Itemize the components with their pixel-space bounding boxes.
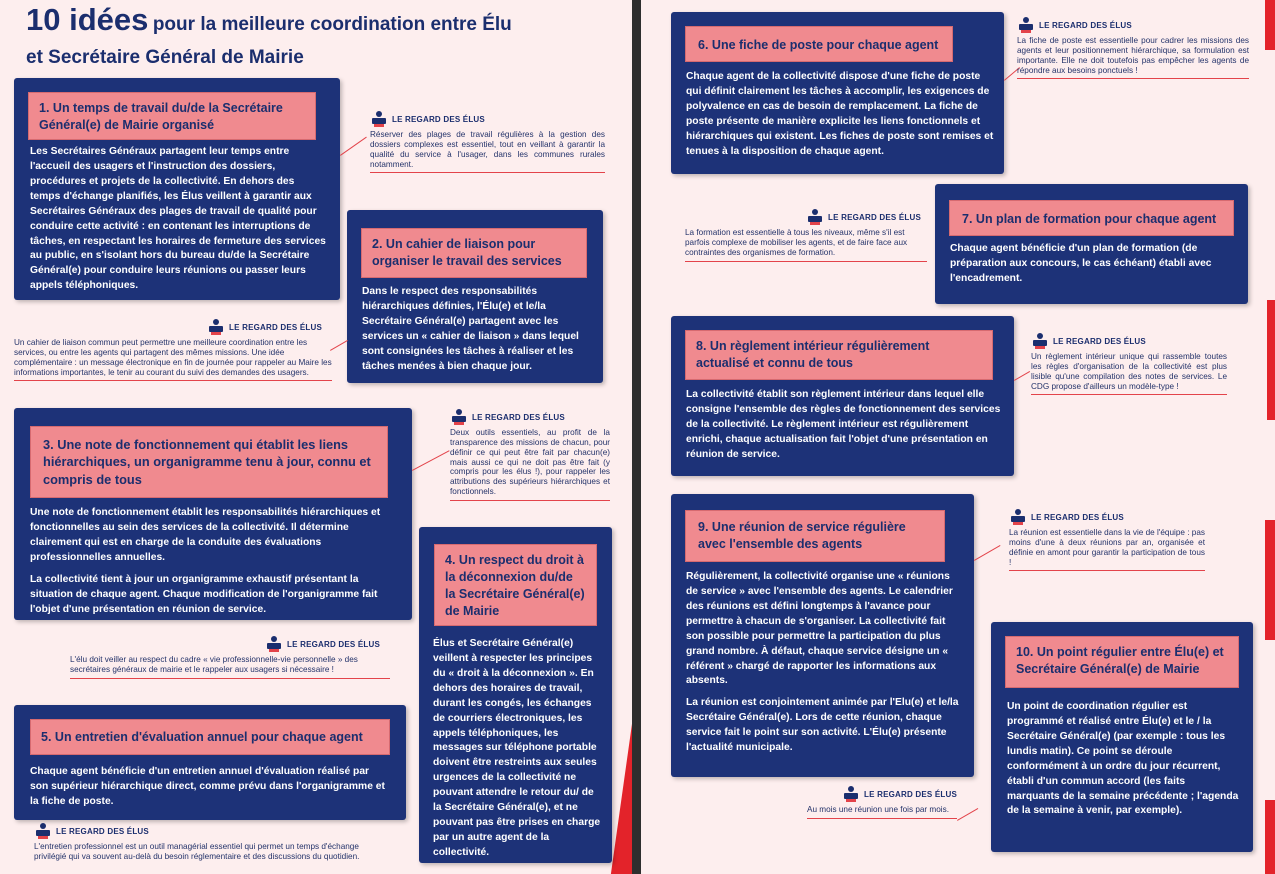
- note-2-text: Un cahier de liaison commun peut permettre une meilleure coordination entre les services, ou entre les agents qui partagent des mêmes missions. Une idée complémentaire : un message électronique en fin de journée pour rappeler au Maire les informations importantes, le tenir au courant du suivi des demandes des usagers.: [14, 338, 332, 381]
- elected-official-icon: [1031, 332, 1049, 350]
- idea-card-8: [671, 316, 1014, 476]
- note-6-text: La fiche de poste est essentielle pour cadrer les missions des agents et leur positionnement hiérarchique, sa formulation est importante. Elle ne doit toutefois pas empêcher les agents de répondre aux besoins ponctuels !: [1017, 36, 1249, 79]
- note-9-connector: [974, 545, 1000, 561]
- right-page: [641, 0, 1275, 874]
- idea-card-7: [935, 184, 1248, 304]
- note-9b-text: Au mois une réunion une fois par mois.: [807, 805, 957, 819]
- idea-card-9: [671, 494, 974, 777]
- title-line2: et Secrétaire Général de Mairie: [26, 47, 304, 68]
- red-corner-decoration: [1265, 800, 1275, 874]
- note-4-text: L'élu doit veiller au respect du cadre « vie professionnelle-vie personnelle » des secrétaires généraux de mairie et le rappeler aux usagers si nécessaire !: [70, 655, 390, 679]
- elected-official-icon: [34, 822, 52, 840]
- elected-official-icon: [806, 208, 824, 226]
- note-8-text: Un règlement intérieur unique qui rassemble toutes les règles d'organisation de la collectivité est plus lisible qu'une compilation des notes de services. Le CDG propose d'ailleurs un modèle-type !: [1031, 352, 1227, 395]
- note-1-connector: [340, 137, 367, 156]
- page-title: [26, 2, 626, 38]
- idea-1-body: Les Secrétaires Généraux partagent leur temps entre l'accueil des usagers et l'instruction des dossiers, procédures et projets de la collectivité. En dehors des temps d'échange planifiés, les Élus veillent à garantir aux Secrétaires Généraux des plages de travail de qualité pour conduire cette activité : en contenant les interruptions de tâches, en respectant les horaires de fermeture des services au public, en s'isolant hors du bureau du/de la Secrétaire Général(e) pour conduire leurs réunions ou passer leurs appels téléphoniques.: [30, 146, 326, 292]
- title-number: 10 idées: [26, 2, 149, 37]
- note-3: LE REGARD DES ÉLUS Deux outils essentiels, au profit de la transparence des missions de chacun, pour définir ce qui peut être fait par chacun(e) mais aussi ce qui ne doit pas être fait (y compris pour les élus !), pour rappeler les attributions des supérieurs hiérarchiques et fonctionnels.: [450, 408, 610, 501]
- idea-7-header: 7. Un plan de formation pour chaque agent: [949, 200, 1234, 236]
- note-9b-connector: [957, 808, 978, 821]
- idea-10-body: Un point de coordination régulier est programmé et réalisé entre Élu(e) et le / la Secrétaire Général(e) (par exemple : tous les lundis matin). Ce point se déroule conformément à un ordre du jour récurrent, établi d'un commun accord (les faits marquants de la semaine précédente ; l'agenda de la semaine à venir, par exemple).: [1007, 701, 1239, 817]
- note-3-connector: [412, 450, 450, 471]
- note-3-text: Deux outils essentiels, au profit de la transparence des missions de chacun, pour définir ce qui peut être fait par chacun(e) mais aussi ce qui ne doit pas être fait (y compris pour les élus !), pour rappeler les attributions des supérieurs hiérarchiques et fonctionnels.: [450, 428, 610, 501]
- idea-10-header: 10. Un point régulier entre Élu(e) et Secrétaire Général(e) de Mairie: [1005, 636, 1239, 688]
- note-9b: LE REGARD DES ÉLUS Au mois une réunion une fois par mois.: [807, 785, 957, 819]
- note-5-text: L'entretien professionnel est un outil managérial essentiel qui permet un temps d'échange privilégié qui va souvent au-delà du besoin réglementaire et des discussions du quotidien.: [34, 842, 360, 861]
- left-page: [0, 0, 632, 874]
- note-2-connector: [330, 340, 348, 351]
- title-line1: pour la meilleure coordination entre Élu: [152, 14, 512, 35]
- idea-card-1: [14, 78, 340, 300]
- idea-5-body: Chaque agent bénéficie d'un entretien annuel d'évaluation réalisé par son supérieur hiérarchique direct, comme prévu dans l'organigramme et la fiche de poste.: [30, 766, 385, 807]
- idea-9-header: 9. Une réunion de service régulière avec l'ensemble des agents: [685, 510, 945, 562]
- idea-6-header: 6. Une fiche de poste pour chaque agent: [685, 26, 953, 62]
- note-6: LE REGARD DES ÉLUS La fiche de poste est essentielle pour cadrer les missions des agents et leur positionnement hiérarchique, sa formulation est importante. Elle ne doit toutefois pas empêcher les agents de répondre aux besoins ponctuels !: [1017, 16, 1249, 79]
- elected-official-icon: [265, 635, 283, 653]
- idea-7-body: Chaque agent bénéficie d'un plan de formation (de préparation aux concours, le cas échéant) établi avec l'encadrement.: [950, 243, 1212, 284]
- idea-2-header: 2. Un cahier de liaison pour organiser le travail des services: [361, 228, 587, 278]
- note-7-text: La formation est essentielle à tous les niveaux, même s'il est parfois complexe de mobiliser les agents, et de faire face aux contraintes des organismes de formation.: [685, 228, 927, 262]
- page-gutter: [632, 0, 641, 874]
- red-corner-decoration: [1265, 0, 1275, 50]
- elected-official-icon: [842, 785, 860, 803]
- note-5: LE REGARD DES ÉLUS L'entretien professionnel est un outil managérial essentiel qui permet un temps d'échange privilégié qui va souvent au-delà du besoin réglementaire et des discussions du quotidien.: [34, 822, 386, 865]
- idea-card-6: [671, 12, 1004, 174]
- idea-1-header: 1. Un temps de travail du/de la Secrétaire Général(e) de Mairie organisé: [28, 92, 316, 140]
- note-1-text: Réserver des plages de travail régulières à la gestion des dossiers complexes est essentiel, tout en veillant à garantir la qualité du service à l'usager, dans les communes rurales notamment.: [370, 130, 605, 173]
- idea-2-body: Dans le respect des responsabilités hiérarchiques définies, l'Élu(e) et le/la Secrétaire Général(e) partagent avec les services un « cahier de liaison » dans lequel sont consignées les tâches à réaliser et les tâches menées à bien chaque jour.: [362, 286, 579, 372]
- idea-3-header: 3. Une note de fonctionnement qui établit les liens hiérarchiques, un organigramme tenu à jour, connu et compris de tous: [30, 426, 388, 498]
- idea-3-body: Une note de fonctionnement établit les responsabilités hiérarchiques et fonctionnelles au sein des services de la collectivité. Il détermine clairement qui est en charge de la conduite des évaluations professionnelles annuelles. La collectivité tient à jour un organigramme exhaustif présentant la situation de chaque agent. Chaque modification de l'organigramme fait l'objet d'une présentation en réunion de service.: [30, 507, 381, 615]
- idea-card-5: [14, 705, 406, 820]
- elected-official-icon: [1009, 508, 1027, 526]
- note-8-connector: [1014, 371, 1030, 381]
- note-2: LE REGARD DES ÉLUS Un cahier de liaison commun peut permettre une meilleure coordination entre les services, ou entre les agents qui partagent des mêmes missions. Une idée complémentaire : un message électronique en fin de journée pour rappeler au Maire les informations importantes, le tenir au courant du suivi des demandes des usagers.: [14, 318, 332, 381]
- elected-official-icon: [450, 408, 468, 426]
- red-corner-decoration: [1265, 520, 1275, 640]
- note-9: LE REGARD DES ÉLUS La réunion est essentielle dans la vie de l'équipe : pas moins d'une à deux réunions par an, organisée et définie en amont pour garantir la participation de tous !: [1009, 508, 1205, 571]
- elected-official-icon: [1017, 16, 1035, 34]
- idea-8-body: La collectivité établit son règlement intérieur dans lequel elle consigne l'ensemble des règles de fonctionnement des services de la collectivité. Le règlement intérieur est régulièrement enrichi, chaque actualisation fait l'objet d'une présentation en réunion de service.: [686, 389, 1001, 460]
- elected-official-icon: [370, 110, 388, 128]
- idea-6-body: Chaque agent de la collectivité dispose d'une fiche de poste qui définit clairement les tâches à accomplir, les exigences de polyvalence en cas de besoin de remplacement. La fiche de poste présente de manière explicite les liens fonctionnels et hiérarchiques qui existent. Les fiches de poste sont remises et tenues à la disposition de chaque agent.: [686, 71, 994, 157]
- note-9-text: La réunion est essentielle dans la vie de l'équipe : pas moins d'une à deux réunions par an, organisée et définie en amont pour garantir la participation de tous !: [1009, 528, 1205, 571]
- elected-official-icon: [207, 318, 225, 336]
- red-corner-decoration: [1267, 300, 1275, 420]
- idea-card-10: [991, 622, 1253, 852]
- idea-card-2: [347, 210, 603, 383]
- note-4: LE REGARD DES ÉLUS L'élu doit veiller au respect du cadre « vie professionnelle-vie personnelle » des secrétaires généraux de mairie et le rappeler aux usagers si nécessaire !: [70, 635, 390, 679]
- idea-card-3: [14, 408, 412, 620]
- note-label: LE REGARD DES ÉLUS: [392, 114, 485, 124]
- note-8: LE REGARD DES ÉLUS Un règlement intérieur unique qui rassemble toutes les règles d'organisation de la collectivité est plus lisible qu'une compilation des notes de services. Le CDG propose d'ailleurs un modèle-type !: [1031, 332, 1227, 395]
- idea-4-body: Élus et Secrétaire Général(e) veillent à respecter les principes du « droit à la déconnexion ». En dehors des horaires de travail, durant les congés, les échanges de courriers électroniques, les appels téléphoniques, les messages sur téléphone portable doivent être restreints aux seules urgences de la collectivité ne pouvant attendre le retour du/ de la Secrétaire Général(e), et ne pouvant pas être prises en charge par un autre agent de la collectivité.: [433, 638, 601, 858]
- idea-8-header: 8. Un règlement intérieur régulièrement actualisé et connu de tous: [685, 330, 993, 380]
- idea-card-4: [419, 527, 612, 863]
- idea-5-header: 5. Un entretien d'évaluation annuel pour chaque agent: [30, 719, 390, 755]
- idea-9-body: Régulièrement, la collectivité organise une « réunions de service » avec l'ensemble des agents. Le calendrier des réunions est défini longtemps à l'avance pour permettre à chacun de s'organiser. La collectivité fait son possible pour permettre la participation du plus grand nombre. À défaut, chaque service désigne un « référent » chargé de rapporter les informations aux absents. La réunion est conjointement animée par l'Elu(e) et le/la Secrétaire Général(e). Lors de cette réunion, chaque service fait le point sur son activité. L'Élu(e) présente l'actualité municipale.: [686, 571, 959, 754]
- idea-4-header: 4. Un respect du droit à la déconnexion du/de la Secrétaire Général(e) de Mairie: [434, 544, 597, 626]
- red-corner-decoration: [609, 700, 632, 874]
- note-7: LE REGARD DES ÉLUS La formation est essentielle à tous les niveaux, même s'il est parfois complexe de mobiliser les agents, et de faire face aux contraintes des organismes de formation.: [685, 208, 927, 262]
- note-1: [370, 110, 605, 173]
